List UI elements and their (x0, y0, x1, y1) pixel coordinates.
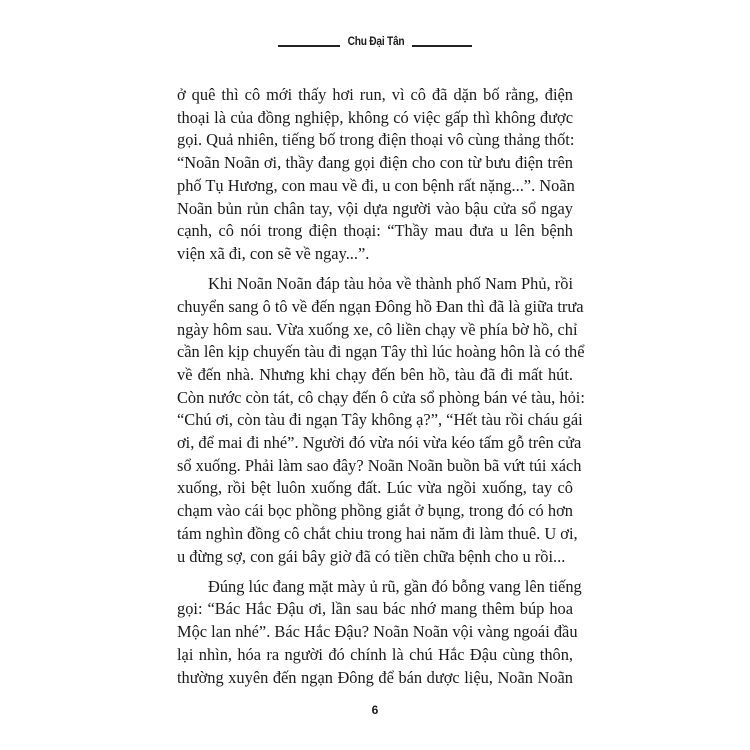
text-line: thường xuyên đến ngạn Đông để bán dược liệu, Noãn Noãn (177, 667, 573, 687)
text-line: ơi, để mai đi nhé”. Người đó vừa nói vừa kéo tấm gỗ trên cửa (177, 433, 582, 453)
text-line: chuyển sang ô tô về đến ngạn Đông hồ Đan thì đã là giữa trưa (177, 296, 584, 316)
text-line: Còn nước còn tát, cô chạy đến ô cửa sổ phòng bán vé tàu, hỏi: (177, 387, 585, 407)
text-line: gọi: “Bác Hắc Đậu ơi, lần sau bác nhớ mang thêm búp hoa (177, 599, 573, 619)
text-line: chạm vào cái bọc phồng phồng giắt ở bụng, trong đó có hơn (177, 501, 573, 521)
text-line: viện xã đi, con sẽ về ngay...”. (177, 243, 370, 263)
paragraph (177, 84, 573, 266)
header-rule-left (278, 45, 340, 47)
page-number: 6 (371, 703, 379, 717)
paragraph (177, 576, 582, 690)
text-line: phố Tụ Hương, con mau về đi, u con bệnh rất nặng...”. Noãn (177, 175, 575, 195)
text-line: Khi Noãn Noãn đáp tàu hỏa về thành phố Nam Phủ, rồi (208, 274, 573, 294)
text-line: về đến nhà. Nhưng khi chạy đến bên hồ, tàu đã đi mất hút. (177, 364, 573, 384)
text-line: gọi. Quả nhiên, tiếng bố trong điện thoại vô cùng thảng thốt: (177, 130, 575, 150)
text-line: thoại là của đồng nghiệp, không có việc gấp thì không được (177, 107, 573, 127)
author-name: Chu Đại Tân (347, 34, 405, 48)
text-line: “Noãn Noãn ơi, thầy đang gọi điện cho con từ bưu điện trên (177, 153, 573, 173)
header-rule-right (412, 45, 472, 47)
text-line: u đừng sợ, con gái bây giờ đã có tiền chữa bệnh cho u rồi... (177, 546, 566, 566)
paragraph (177, 273, 585, 568)
text-line: ở quê thì cô mới thấy hơi run, vì cô đã dặn bố rằng, điện (177, 85, 573, 104)
text-line: Mộc lan nhé”. Bác Hắc Đậu? Noãn Noãn vội vàng ngoái đầu (177, 622, 578, 642)
running-header (0, 34, 750, 54)
text-line: cạnh, cô nói trong điện thoại: “Thầy mau đưa u lên bệnh (177, 221, 573, 241)
text-line: cần lên kịp chuyến tàu đi ngạn Tây thì lúc hoàng hôn là có thể (177, 342, 585, 362)
text-line: ngày hôm sau. Vừa xuống xe, cô liền chạy về phía bờ hồ, chỉ (177, 319, 578, 339)
text-line: sổ xuống. Phải làm sao đây? Noãn Noãn buồn bã vứt túi xách (177, 455, 582, 475)
text-line: lại nhìn, hóa ra người đó chính là chú Hắc Đậu cùng thôn, (177, 644, 573, 664)
text-line: tám nghìn đồng cô chắt chiu trong hai năm đi làm thuê. U ơi, (177, 523, 578, 543)
text-line: xuống, rồi bệt luôn xuống đất. Lúc vừa ngồi xuống, tay cô (177, 478, 573, 498)
text-line: Noãn bủn rủn chân tay, vội dựa người vào bậu cửa sổ ngay (177, 198, 573, 218)
text-line: “Chú ơi, còn tàu đi ngạn Tây không ạ?”, “Hết tàu rồi cháu gái (177, 410, 583, 430)
page-body (177, 84, 585, 697)
text-line: Đúng lúc đang mặt mày ủ rũ, gần đó bỗng vang lên tiếng (208, 576, 582, 596)
